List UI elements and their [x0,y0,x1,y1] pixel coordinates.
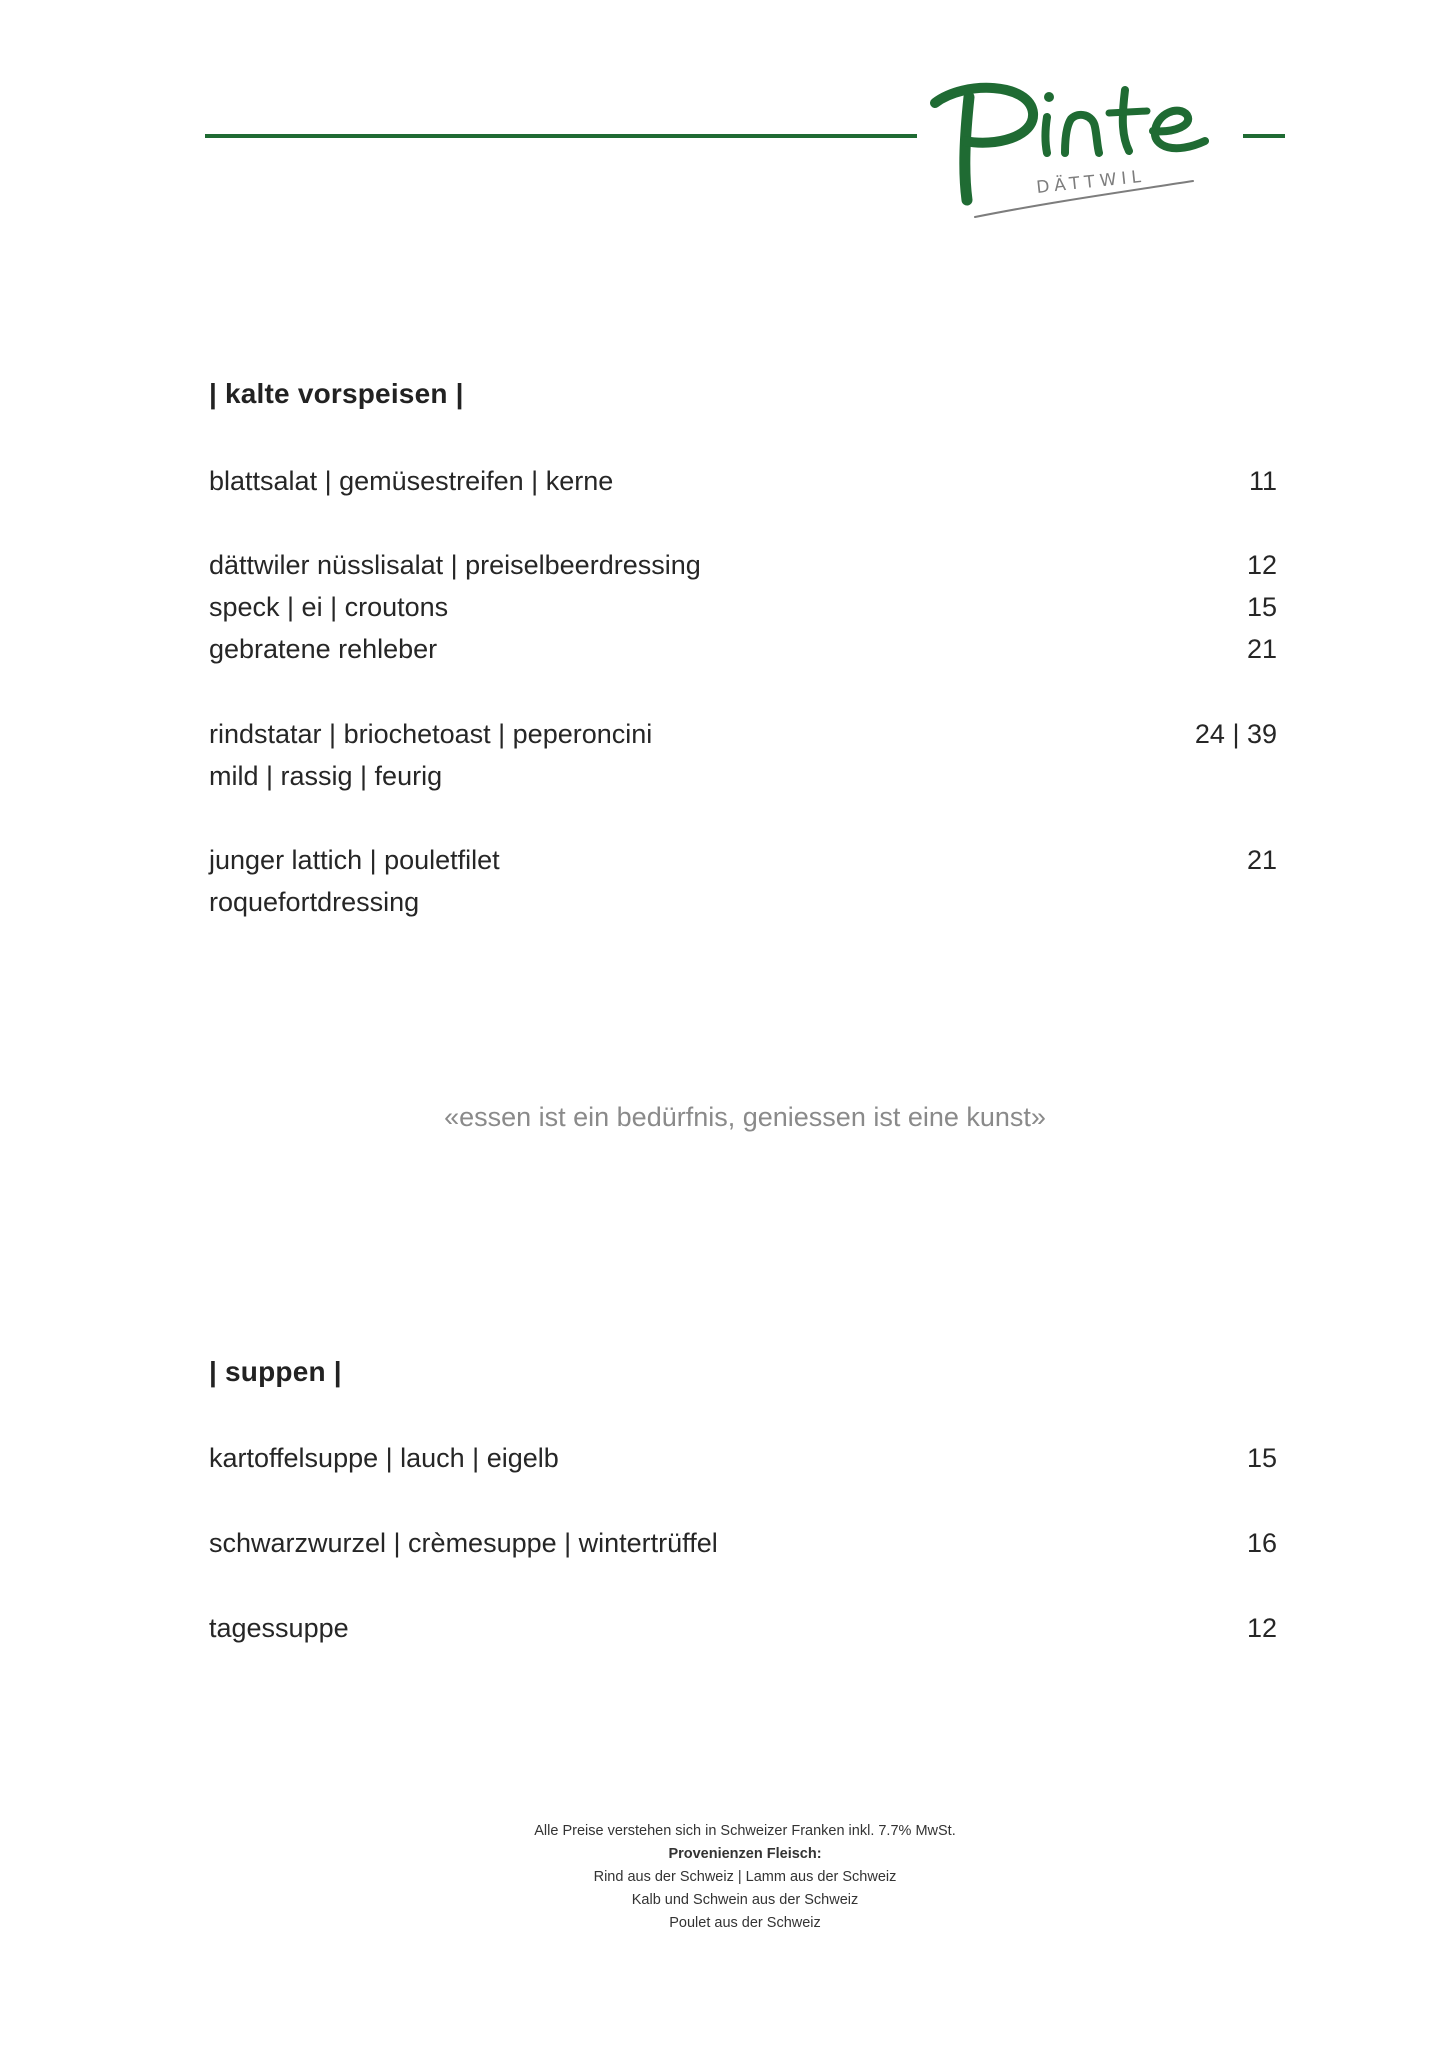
footer-prices-note: Alle Preise verstehen sich in Schweizer Franken inkl. 7.7% MwSt. [534,1823,956,1839]
logo-subtitle: DÄTTWIL [1035,166,1147,198]
dish-name: junger lattich | pouletfilet [209,845,500,875]
menu-line [209,839,1277,881]
dish-price: 15 [1246,1443,1277,1473]
footer-provenance-line: Rind aus der Schweiz | Lamm aus der Schweiz [593,1869,897,1885]
header-rule-right [1243,134,1285,138]
menu-line [209,713,1277,755]
menu-quote: «essen ist ein bedürfnis, geniessen ist eine kunst» [444,1102,1046,1132]
dish-name: rindstatar | briochetoast | peperoncini [209,719,653,749]
dish-name: gebratene rehleber [209,634,438,664]
dish-name: blattsalat | gemüsestreifen | kerne [209,466,614,496]
menu-line [209,544,1277,586]
dish-name: speck | ei | croutons [209,592,449,622]
dish-price: 12 [1246,550,1277,580]
footer-notes [0,1820,1448,1935]
dish-price: 21 [1246,845,1277,875]
dish-price: 24 | 39 [1194,719,1277,749]
footer-provenance-heading: Provenienzen Fleisch: [668,1846,822,1862]
footer-provenance-line: Kalb und Schwein aus der Schweiz [631,1892,859,1908]
dish-price: 15 [1246,592,1277,622]
dish-price: 11 [1248,466,1277,496]
menu-line [209,460,1277,502]
menu-line [209,1607,1277,1649]
menu-line [209,1437,1277,1479]
dish-name: schwarzwurzel | crèmesuppe | wintertrüffel [209,1528,718,1558]
dish-name: kartoffelsuppe | lauch | eigelb [209,1443,559,1473]
menu-line [209,628,1277,670]
dish-price: 12 [1246,1613,1277,1643]
footer-provenance-line: Poulet aus der Schweiz [669,1915,821,1931]
dish-name: dättwiler nüsslisalat | preiselbeerdressing [209,550,701,580]
header-rule-left [205,134,917,138]
section-title-kalte-vorspeisen: | kalte vorspeisen | [209,378,464,409]
pinte-logo [925,75,1235,225]
dish-price: 16 [1246,1528,1277,1558]
dish-name: roquefortdressing [209,887,420,917]
dish-name: mild | rassig | feurig [209,761,443,791]
section-title-suppen: | suppen | [209,1356,342,1387]
menu-line [209,881,1277,923]
dish-price: 21 [1246,634,1277,664]
menu-line [209,586,1277,628]
menu-line [209,1522,1277,1564]
menu-line [209,755,1277,797]
dish-name: tagessuppe [209,1613,349,1643]
